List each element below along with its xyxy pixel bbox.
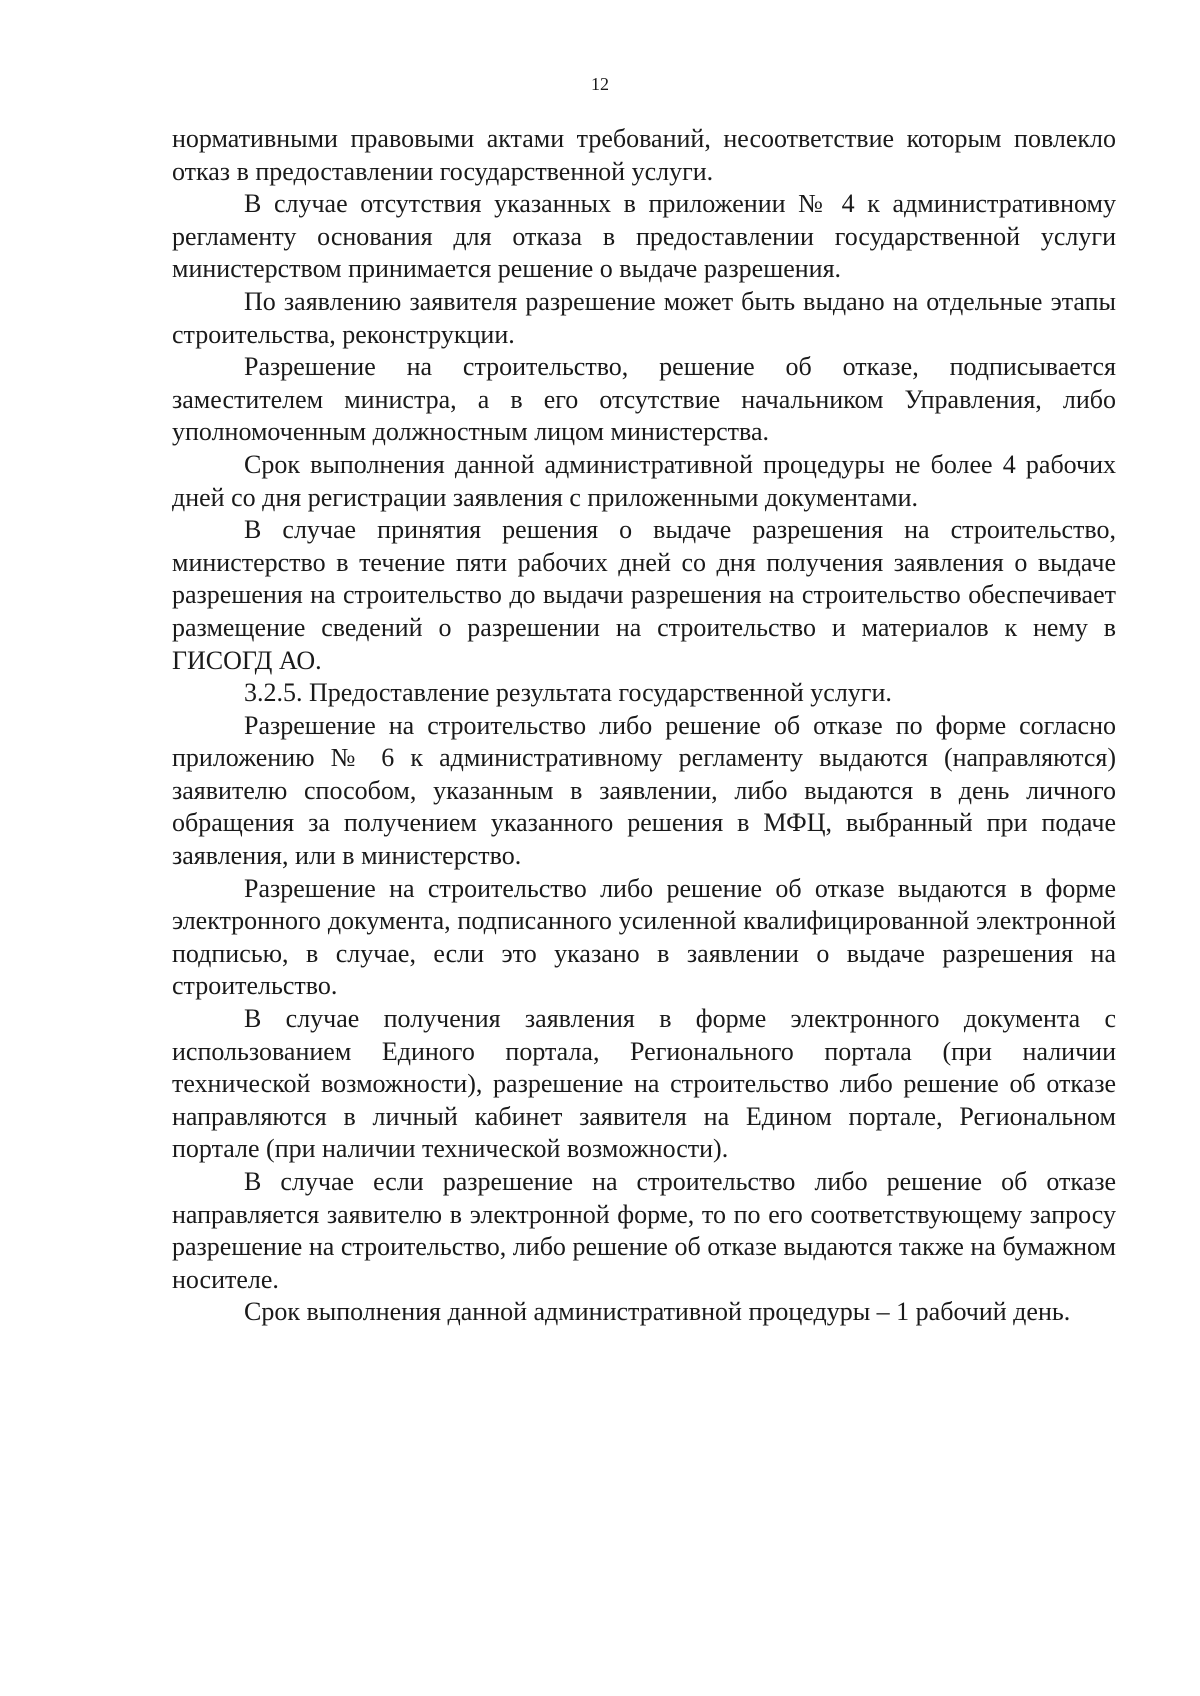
paragraph: нормативными правовыми актами требований, несоответствие которым повлекло отказ в предоставлении государственной услуги. xyxy=(172,124,1116,186)
paragraph: По заявлению заявителя разрешение может быть выдано на отдельные этапы строительства, реконструкции. xyxy=(172,286,1116,349)
section-heading: 3.2.5. Предоставление результата государственной услуги. xyxy=(244,678,892,708)
document-body xyxy=(172,123,1116,1329)
paragraph: Срок выполнения данной административной процедуры не более 4 рабочих дней со дня регистрации заявления с приложенными документами. xyxy=(172,449,1116,512)
paragraph: В случае отсутствия указанных в приложении № 4 к административному регламенту основания для отказа в предоставлении государственной услуги министерством принимается решение о выдаче разрешения. xyxy=(172,189,1116,284)
paragraph: Разрешение на строительство либо решение об отказе выдаются в форме электронного документа, подписанного усиленной квалифицированной электронной подписью, в случае, если это указано в заявлении о выдаче разрешения на строительство. xyxy=(172,873,1116,1001)
paragraph: Разрешение на строительство, решение об отказе, подписывается заместителем министра, а в его отсутствие начальником Управления, либо уполномоченным должностным лицом министерства. xyxy=(172,352,1116,447)
page-number: 12 xyxy=(591,74,609,94)
paragraph: В случае получения заявления в форме электронного документа с использованием Единого портала, Регионального портала (при наличии технической возможности), разрешение на строительство либо решение об отказе направляются в личный кабинет заявителя на Едином портале, Региональном портале (при наличии технической возможности). xyxy=(172,1004,1116,1164)
paragraph: В случае принятия решения о выдаче разрешения на строительство, министерство в течение пяти рабочих дней со дня получения заявления о выдаче разрешения на строительство до выдачи разрешения на строительство обеспечивает размещение сведений о разрешении на строительство и материалов к нему в ГИСОГД АО. xyxy=(172,515,1116,675)
paragraph: Разрешение на строительство либо решение об отказе по форме согласно приложению № 6 к административному регламенту выдаются (направляются) заявителю способом, указанным в заявлении, либо выдаются в день личного обращения за получением указанного решения в МФЦ, выбранный при подаче заявления, или в министерство. xyxy=(172,710,1116,871)
paragraph: В случае если разрешение на строительство либо решение об отказе направляется заявителю в электронной форме, то по его соответствующему запросу разрешение на строительство, либо решение об отказе выдаются также на бумажном носителе. xyxy=(172,1167,1116,1294)
paragraph: Срок выполнения данной административной процедуры – 1 рабочий день. xyxy=(244,1297,1071,1327)
